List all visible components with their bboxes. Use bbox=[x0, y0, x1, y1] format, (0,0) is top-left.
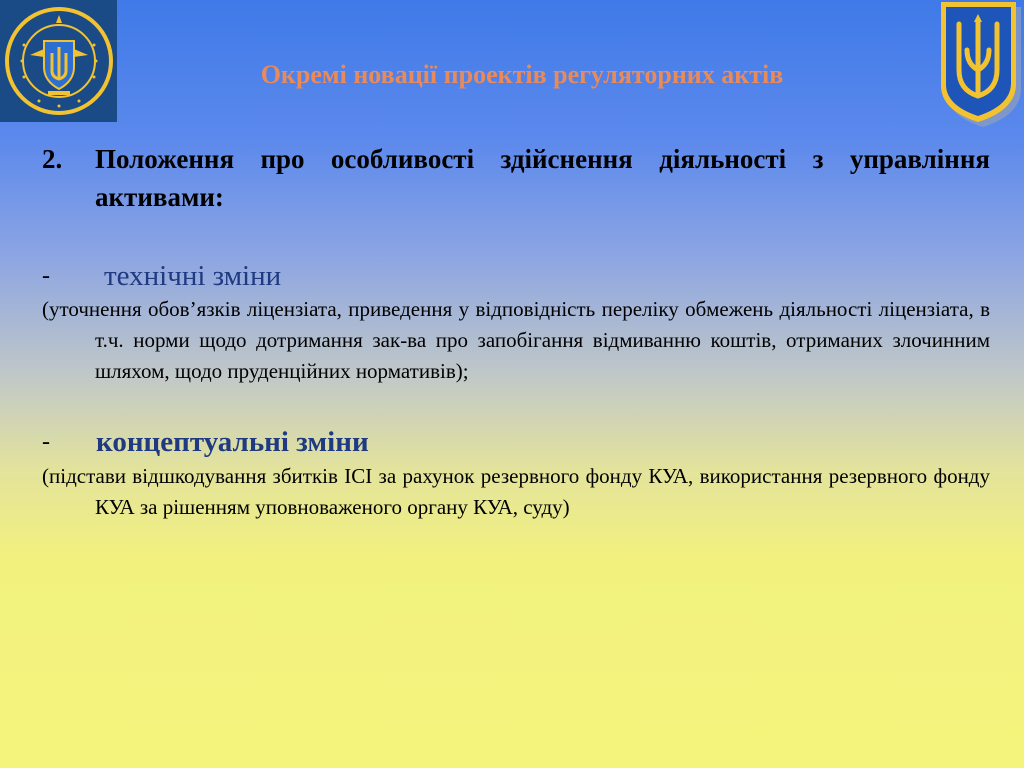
bullet-dash: - bbox=[42, 263, 50, 289]
subhead-conceptual-changes bbox=[42, 425, 990, 459]
slide-title: Окремі новації проектів регуляторних актів bbox=[260, 60, 784, 89]
conceptual-changes-label: концептуальні зміни bbox=[96, 426, 369, 458]
ukraine-coat-of-arms-logo bbox=[937, 0, 1024, 128]
section-heading bbox=[42, 140, 990, 216]
bullet-dash: - bbox=[42, 429, 50, 455]
commission-emblem-icon bbox=[4, 5, 114, 117]
conceptual-changes-description: (підстави відшкодування збитків ІСІ за рахунок резервного фонду КУА, використання резервного фонду КУА за рішенням уповноваженого органу КУА, суду) bbox=[42, 464, 990, 519]
ukraine-trident-coat-of-arms-icon bbox=[937, 0, 1024, 128]
technical-changes-label: технічні зміни bbox=[104, 260, 282, 292]
commission-emblem-logo bbox=[0, 0, 117, 122]
heading-text: Положення про особливості здійснення діяльності з управління активами: bbox=[95, 144, 990, 212]
heading-number: 2. bbox=[42, 144, 63, 174]
subhead-technical-changes bbox=[42, 259, 990, 293]
technical-changes-description: (уточнення обов’язків ліцензіата, приведення у відповідність переліку обмежень діяльності ліцензіата, в т.ч. норми щодо дотримання зак-ва про запобігання відмиванню коштів, отриманих злочинним шляхом, щодо пруденційних нормативів); bbox=[42, 297, 990, 383]
slide-content bbox=[42, 140, 990, 523]
